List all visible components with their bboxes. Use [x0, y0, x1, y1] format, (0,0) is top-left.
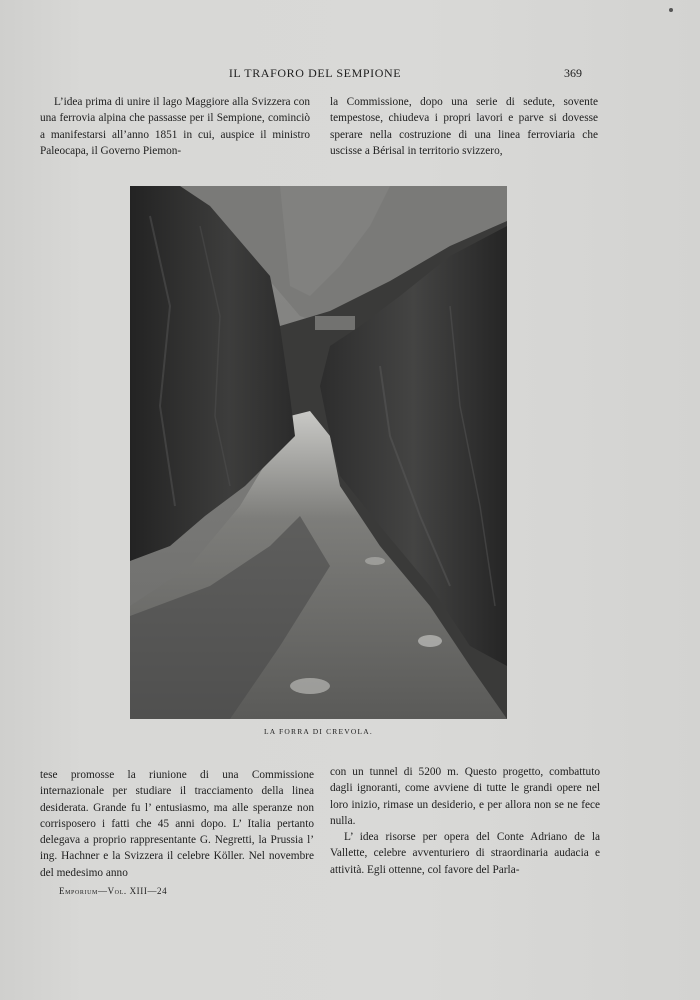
text-column-bottom-right	[330, 764, 600, 878]
paragraph: con un tunnel di 5200 m. Questo progetto, combattuto dagli ignoranti, come avviene di tutte le grandi opere nel loro inizio, rimase un desiderio, e per allora non se ne fece nulla.	[330, 766, 600, 827]
page-number: 369	[564, 66, 582, 80]
running-title: IL TRAFORO DEL SEMPIONE	[228, 66, 402, 80]
text-column-top-right	[330, 94, 598, 159]
paragraph: L’idea prima di unire il lago Maggiore alla Svizzera con una ferrovia alpina che passasse per il Sempione, cominciò a manifestarsi all’anno 1851 in cui, auspice il ministro Paleocapa, il Governo Piemon-	[40, 96, 310, 157]
paragraph: tese promosse la riunione di una Commissione internazionale per studiare il tracciamento della linea desiderata. Grande fu l’ entusiasmo, ma alle speranze non corrisposero i fatti che 45 anni dopo. L’ Italia pertanto delegava a proprio rappresentante G. Negretti, la Prussia l’ ing. Hachner e la Svizzera il celebre Köller. Nel novembre del medesimo anno	[40, 769, 314, 879]
gorge-photograph	[130, 186, 507, 719]
figure-caption: LA FORRA DI CREVOLA.	[263, 727, 373, 736]
paragraph: la Commissione, dopo una serie di sedute, sovente tempestose, chiudeva i propri lavori e parve si dovesse sperare nella costruzione di una linea ferroviaria che uscisse a Bérisal in territorio svizzero,	[330, 96, 598, 157]
footer-signature: Emporium—Vol. XIII—24	[59, 886, 168, 896]
paper-speck	[669, 8, 673, 12]
text-column-top-left	[40, 94, 310, 159]
paragraph: L’ idea risorse per opera del Conte Adriano de la Vallette, celebre avventuriero di straordinaria audacia e attività. Egli ottenne, col favore del Parla-	[330, 831, 600, 876]
text-column-bottom-left	[40, 767, 314, 881]
